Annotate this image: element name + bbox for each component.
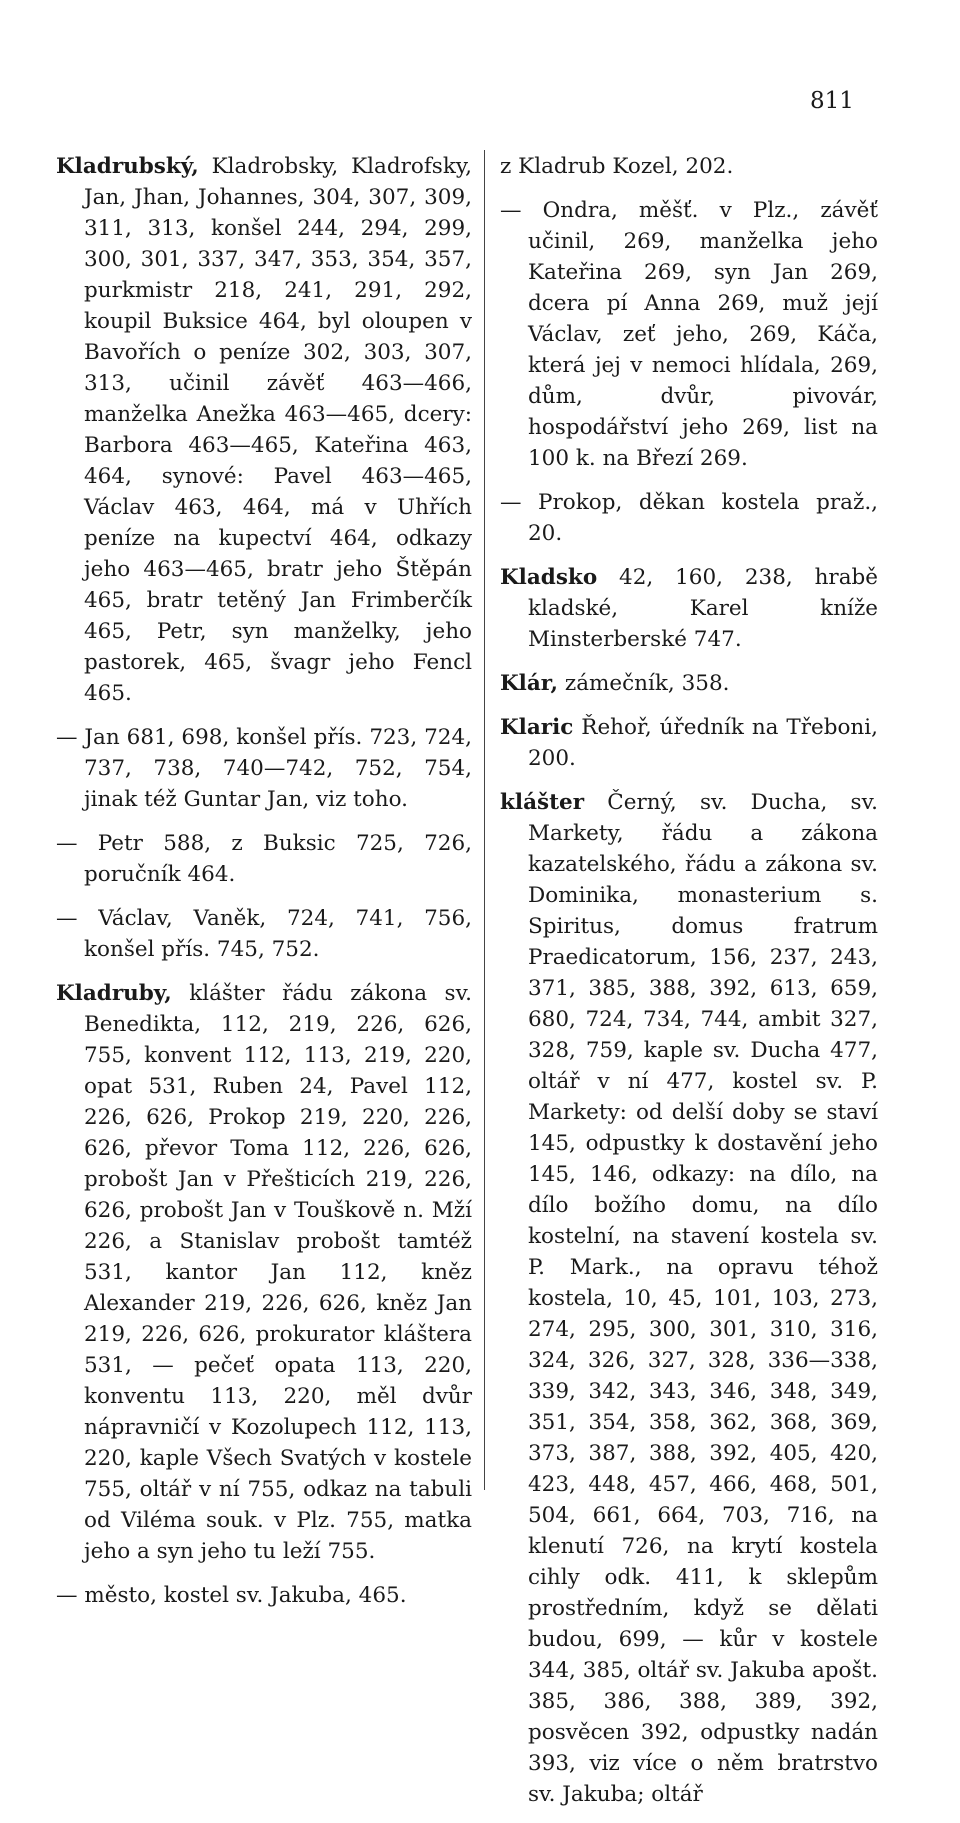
entry-text: Černý, sv. Ducha, sv. Markety, řádu a zákona kazatelského, řádu a zákona sv. Dominika, monasterium s. Spiritus, domus fratrum Praedicatorum, 156, 237, 243, 371, 385, 388, 392, 613, 659, 680, 724, 734, 744, ambit 327, 328, 759, kaple sv. Ducha 477, oltář v ní 477, kostel sv. P. Markety: od delší doby se staví 145, odpustky k dostavění jeho 145, 146, odkazy: na dílo, na dílo božího domu, na dílo kostelní, na stavení kostela sv. P. Mark., na opravu téhož kostela, 10, 45, 101, 103, 273, 274, 295, 300, 301, 310, 316, 324, 326, 327, 328, 336—338, 339, 342, 343, 346, 348, 349, 351, 354, 358, 362, 368, 369, 373, 387, 388, 392, 405, 420, 423, 448, 457, 466, 468, 501, 504, 661, 664, 703, 716, na klenutí 726, na krytí kostela cihly odk. 411, k sklepům prostředním, když se dělati budou, 699, — kůr v kostele 344, 385, oltář sv. Jakuba apošt. 385, 386, 388, 389, 392, posvěcen 392, odpustky nadán 393, viz více o něm bratrstvo sv. Jakuba; oltář	[528, 790, 878, 1807]
entry-headword: klášter	[500, 790, 585, 815]
column-divider	[484, 150, 485, 1490]
entry-text: Kladrobsky, Kladrofsky, Jan, Jhan, Johannes, 304, 307, 309, 311, 313, konšel 244, 294, 299, 300, 301, 337, 347, 353, 354, 357, purkmistr 218, 241, 291, 292, koupil Buksice 464, byl oloupen v Bavořích o peníze 302, 303, 307, 313, učinil závěť 463—466, manželka Anežka 463—465, dcery: Barbora 463—465, Kateřina 463, 464, synové: Pavel 463—465, Václav 463, 464, má v Uhřích peníze na kupectví 464, odkazy jeho 463—465, bratr jeho Štěpán 465, bratr tetěný Jan Frimberčík 465, Petr, syn manželky, jeho pastorek, 465, švagr jeho Fencl 465.	[84, 154, 472, 706]
entry-text: klášter řádu zákona sv. Benedikta, 112, 219, 226, 626, 755, konvent 112, 113, 219, 220, opat 531, Ruben 24, Pavel 112, 226, 626, Prokop 219, 220, 226, 626, převor Toma 112, 226, 626, probošt Jan v Přešticích 219, 226, 626, probošt Jan v Touškově n. Mží 226, a Stanislav probošt tamtéž 531, kantor Jan 112, kněz Alexander 219, 226, 626, kněz Jan 219, 226, 626, prokurator kláštera 531, — pečeť opata 113, 220, konventu 113, 220, měl dvůr nápravničí v Kozolupech 112, 113, 220, kaple Všech Svatých v kostele 755, oltář v ní 755, odkaz na tabuli od Viléma souk. v Plz. 755, matka jeho a syn jeho tu leží 755.	[84, 981, 472, 1564]
entry-text: — Petr 588, z Buksic 725, 726, poručník 464.	[56, 831, 472, 887]
entry-text: — Václav, Vaněk, 724, 741, 756, konšel přís. 745, 752.	[56, 906, 472, 962]
entry-text: — Jan 681, 698, konšel přís. 723, 724, 737, 738, 740—742, 752, 754, jinak též Guntar Jan, viz toho.	[56, 725, 472, 812]
entry-text: z Kladrub Kozel, 202.	[500, 154, 734, 179]
entry-text: — Prokop, děkan kostela praž., 20.	[500, 490, 878, 546]
entry-text: zámečník, 358.	[558, 671, 730, 696]
entry-z-kladrub-ondra	[500, 195, 878, 474]
entry-headword: Klaric	[500, 715, 574, 740]
entry-kladrubsky-jan	[56, 722, 472, 815]
right-column	[500, 151, 878, 1823]
entry-klaster	[500, 787, 878, 1810]
entry-text: — Ondra, měšť. v Plz., závěť učinil, 269, manželka jeho Kateřina 269, syn Jan 269, dcera pí Anna 269, muž její Václav, zeť jeho, 269, Káča, která jej v nemoci hlídala, 269, dům, dvůr, pivovár, hospodářství jeho 269, list na 100 k. na Březí 269.	[500, 198, 878, 471]
entry-text: — město, kostel sv. Jakuba, 465.	[56, 1583, 407, 1608]
entry-z-kladrub-kozel	[500, 151, 878, 182]
entry-headword: Kladsko	[500, 565, 598, 590]
entry-text: 42, 160, 238, hrabě kladské, Karel kníže Minsterberské 747.	[528, 565, 878, 652]
entry-kladrubsky-vaclav	[56, 903, 472, 965]
entry-klaric	[500, 712, 878, 774]
entry-headword: Kladruby,	[56, 981, 172, 1006]
entry-headword: Klár,	[500, 671, 559, 696]
entry-headword: Kladrubský,	[56, 154, 199, 179]
page-number: 811	[810, 88, 854, 114]
entry-kladrubsky-petr	[56, 828, 472, 890]
entry-klar	[500, 668, 878, 699]
left-column	[56, 151, 472, 1624]
entry-z-kladrub-prokop	[500, 487, 878, 549]
entry-text: Řehoř, úředník na Třeboni, 200.	[528, 715, 878, 771]
entry-kladruby	[56, 978, 472, 1567]
entry-kladruby-mesto	[56, 1580, 472, 1611]
entry-kladrubsky	[56, 151, 472, 709]
entry-kladsko	[500, 562, 878, 655]
